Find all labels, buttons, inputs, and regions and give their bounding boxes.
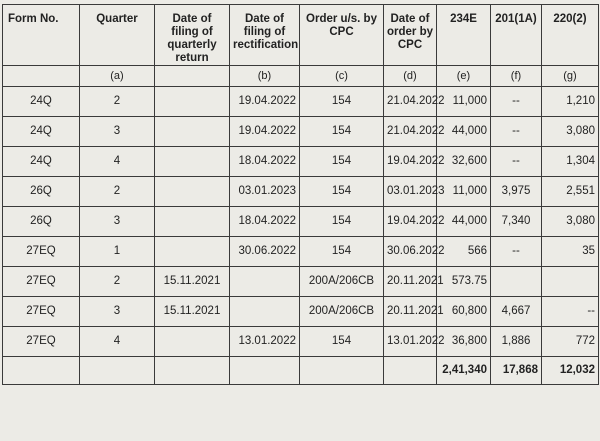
amount-234e-cell: 11,000: [437, 87, 491, 117]
order-date-cell: 03.01.2023: [384, 177, 437, 207]
amount-220-2-cell: 1,304: [542, 147, 599, 177]
order-section-cell: 200A/206CB: [300, 297, 384, 327]
form-no-cell: 26Q: [3, 177, 80, 207]
quarter-cell: 3: [80, 297, 155, 327]
amount-220-2-cell: 2,551: [542, 177, 599, 207]
amount-201-1a-cell: --: [491, 117, 542, 147]
quarter-cell: 3: [80, 207, 155, 237]
header-234e: 234E: [437, 5, 491, 66]
rectification-date-cell: [230, 267, 300, 297]
amount-201-1a-cell: --: [491, 147, 542, 177]
total-cell: [3, 357, 80, 385]
table-row: [3, 267, 599, 297]
total-234e: 2,41,340: [437, 357, 491, 385]
header-row: [3, 5, 599, 66]
amount-220-2-cell: 3,080: [542, 117, 599, 147]
order-date-cell: 21.04.2022: [384, 87, 437, 117]
letter-cell: (b): [230, 66, 300, 87]
header-date-filing-quarterly: Date of filing of quarterly return: [155, 5, 230, 66]
quarterly-filing-date-cell: [155, 147, 230, 177]
quarter-cell: 2: [80, 177, 155, 207]
order-section-cell: 154: [300, 117, 384, 147]
header-quarter: Quarter: [80, 5, 155, 66]
form-no-cell: 27EQ: [3, 297, 80, 327]
form-no-cell: 26Q: [3, 207, 80, 237]
total-cell: [384, 357, 437, 385]
amount-234e-cell: 11,000: [437, 177, 491, 207]
order-section-cell: 154: [300, 177, 384, 207]
total-cell: [80, 357, 155, 385]
quarter-cell: 2: [80, 87, 155, 117]
form-no-cell: 27EQ: [3, 267, 80, 297]
amount-201-1a-cell: 1,886: [491, 327, 542, 357]
form-no-cell: 24Q: [3, 147, 80, 177]
form-no-cell: 27EQ: [3, 237, 80, 267]
amount-201-1a-cell: 3,975: [491, 177, 542, 207]
amount-220-2-cell: 3,080: [542, 207, 599, 237]
order-section-cell: 200A/206CB: [300, 267, 384, 297]
header-201-1a: 201(1A): [491, 5, 542, 66]
rectification-date-cell: 03.01.2023: [230, 177, 300, 207]
amount-234e-cell: 36,800: [437, 327, 491, 357]
amount-234e-cell: 566: [437, 237, 491, 267]
quarter-cell: 2: [80, 267, 155, 297]
order-date-cell: 13.01.2022: [384, 327, 437, 357]
quarterly-filing-date-cell: [155, 117, 230, 147]
order-date-cell: 19.04.2022: [384, 207, 437, 237]
letter-cell: [155, 66, 230, 87]
order-section-cell: 154: [300, 147, 384, 177]
amount-234e-cell: 44,000: [437, 207, 491, 237]
total-cell: [155, 357, 230, 385]
order-section-cell: 154: [300, 237, 384, 267]
quarter-cell: 1: [80, 237, 155, 267]
tax-demand-table: [2, 4, 599, 385]
rectification-date-cell: 18.04.2022: [230, 207, 300, 237]
order-date-cell: 20.11.2021: [384, 267, 437, 297]
amount-220-2-cell: 35: [542, 237, 599, 267]
rectification-date-cell: 13.01.2022: [230, 327, 300, 357]
table-row: [3, 87, 599, 117]
quarter-cell: 4: [80, 147, 155, 177]
amount-201-1a-cell: --: [491, 87, 542, 117]
amount-220-2-cell: [542, 267, 599, 297]
quarter-cell: 3: [80, 117, 155, 147]
letter-cell: (g): [542, 66, 599, 87]
table-row: [3, 207, 599, 237]
quarterly-filing-date-cell: 15.11.2021: [155, 267, 230, 297]
rectification-date-cell: 30.06.2022: [230, 237, 300, 267]
letter-cell: (f): [491, 66, 542, 87]
total-cell: [230, 357, 300, 385]
amount-220-2-cell: 772: [542, 327, 599, 357]
letter-cell: (c): [300, 66, 384, 87]
quarterly-filing-date-cell: [155, 207, 230, 237]
header-date-order-cpc: Date of order by CPC: [384, 5, 437, 66]
amount-220-2-cell: --: [542, 297, 599, 327]
table-row: [3, 147, 599, 177]
rectification-date-cell: 19.04.2022: [230, 117, 300, 147]
quarter-cell: 4: [80, 327, 155, 357]
column-letter-row: [3, 66, 599, 87]
order-date-cell: 20.11.2021: [384, 297, 437, 327]
table-row: [3, 327, 599, 357]
quarterly-filing-date-cell: 15.11.2021: [155, 297, 230, 327]
letter-cell: [3, 66, 80, 87]
order-date-cell: 19.04.2022: [384, 147, 437, 177]
letter-cell: (d): [384, 66, 437, 87]
header-form-no: Form No.: [3, 5, 80, 66]
rectification-date-cell: [230, 297, 300, 327]
amount-201-1a-cell: --: [491, 237, 542, 267]
letter-cell: (e): [437, 66, 491, 87]
amount-234e-cell: 60,800: [437, 297, 491, 327]
totals-row: [3, 357, 599, 385]
form-no-cell: 24Q: [3, 87, 80, 117]
total-201-1a: 17,868: [491, 357, 542, 385]
quarterly-filing-date-cell: [155, 177, 230, 207]
header-date-filing-rectification: Date of filing of rectification: [230, 5, 300, 66]
letter-cell: (a): [80, 66, 155, 87]
amount-201-1a-cell: 4,667: [491, 297, 542, 327]
total-cell: [300, 357, 384, 385]
order-section-cell: 154: [300, 327, 384, 357]
rectification-date-cell: 18.04.2022: [230, 147, 300, 177]
order-section-cell: 154: [300, 87, 384, 117]
table-row: [3, 117, 599, 147]
table-row: [3, 177, 599, 207]
amount-234e-cell: 32,600: [437, 147, 491, 177]
quarterly-filing-date-cell: [155, 327, 230, 357]
order-date-cell: 30.06.2022: [384, 237, 437, 267]
rectification-date-cell: 19.04.2022: [230, 87, 300, 117]
table-row: [3, 237, 599, 267]
header-220-2: 220(2): [542, 5, 599, 66]
amount-234e-cell: 44,000: [437, 117, 491, 147]
order-date-cell: 21.04.2022: [384, 117, 437, 147]
table-row: [3, 297, 599, 327]
order-section-cell: 154: [300, 207, 384, 237]
amount-234e-cell: 573.75: [437, 267, 491, 297]
quarterly-filing-date-cell: [155, 87, 230, 117]
total-220-2: 12,032: [542, 357, 599, 385]
header-order-by-cpc: Order u/s. by CPC: [300, 5, 384, 66]
form-no-cell: 27EQ: [3, 327, 80, 357]
form-no-cell: 24Q: [3, 117, 80, 147]
quarterly-filing-date-cell: [155, 237, 230, 267]
amount-201-1a-cell: 7,340: [491, 207, 542, 237]
amount-201-1a-cell: [491, 267, 542, 297]
amount-220-2-cell: 1,210: [542, 87, 599, 117]
